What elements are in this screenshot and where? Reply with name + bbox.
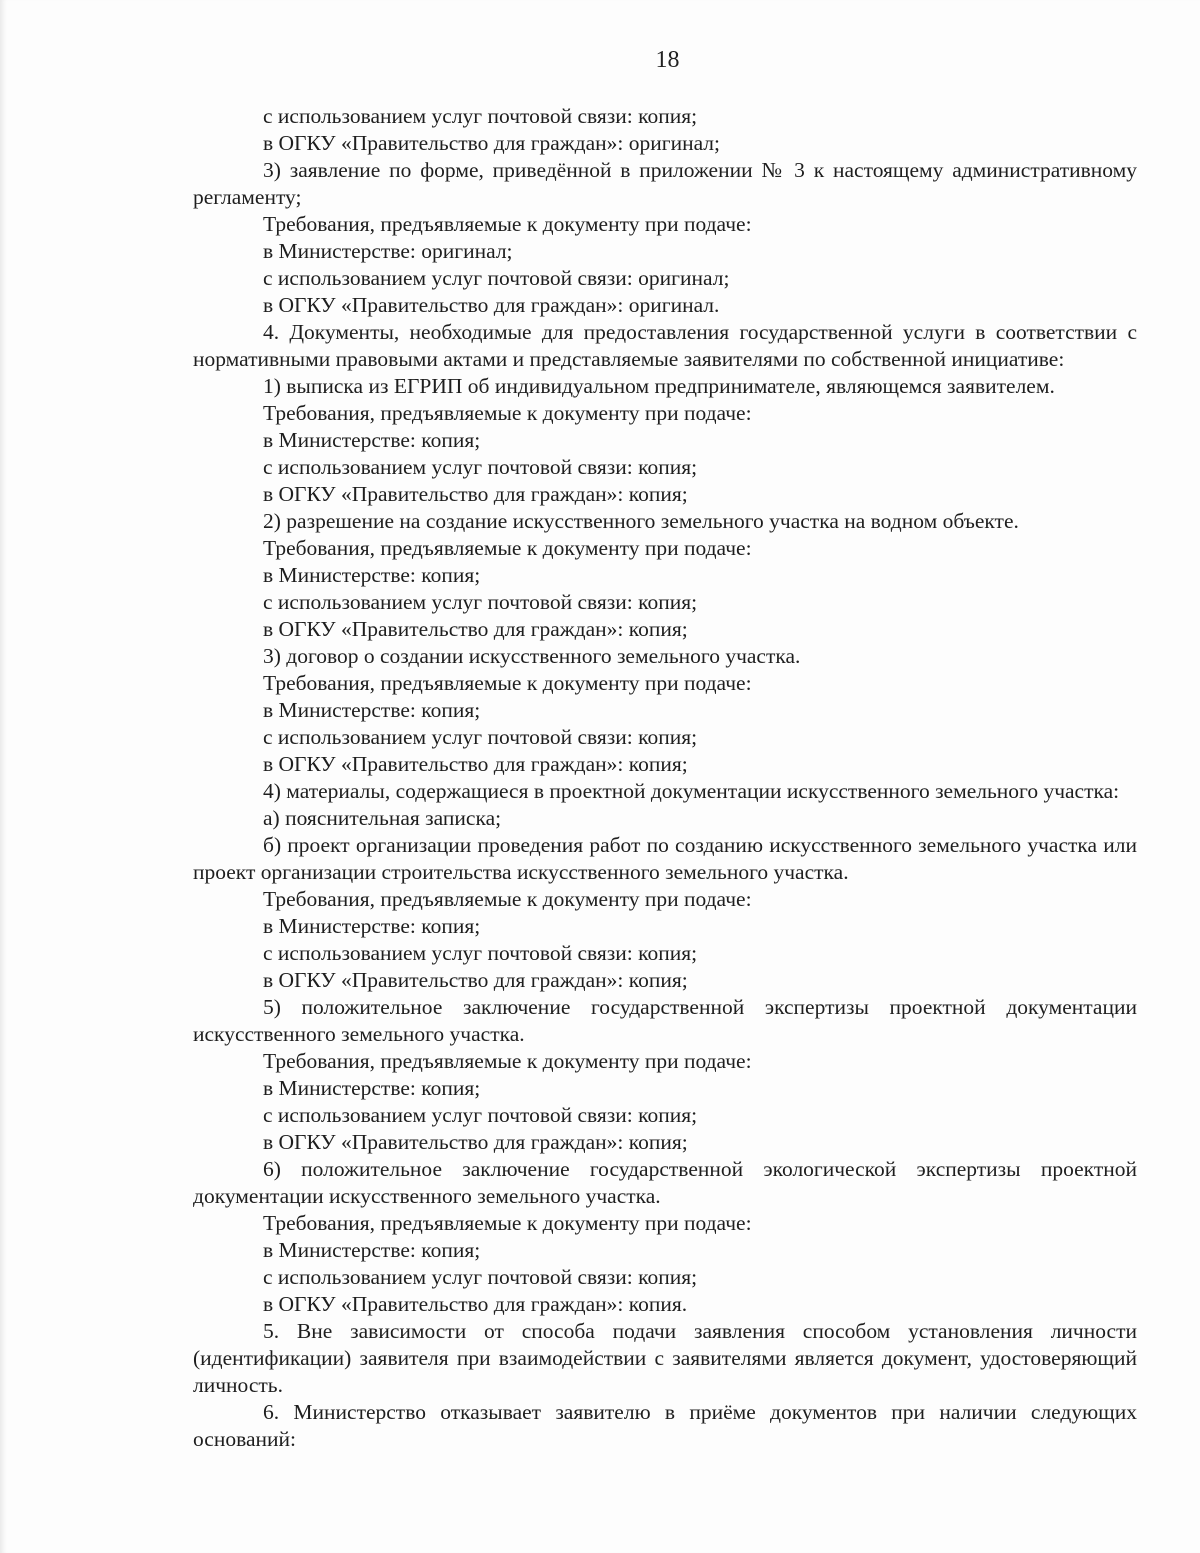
paragraph: в Министерстве: копия; <box>263 428 481 452</box>
paragraph: в ОГКУ «Правительство для граждан»: копия. <box>263 1292 688 1316</box>
paragraph: в Министерстве: копия; <box>263 563 481 587</box>
paragraph: 3) договор о создании искусственного земельного участка. <box>263 644 801 668</box>
paragraph: Требования, предъявляемые к документу при подаче: <box>263 536 752 560</box>
paragraph: 1) выписка из ЕГРИП об индивидуальном предпринимателе, являющемся заявителем. <box>263 374 1055 398</box>
page-number: 18 <box>655 47 680 73</box>
paragraph: в Министерстве: копия; <box>263 914 481 938</box>
paragraph: в Министерстве: оригинал; <box>263 239 513 263</box>
paragraph: с использованием услуг почтовой связи: копия; <box>263 941 698 965</box>
paragraph: Требования, предъявляемые к документу при подаче: <box>263 887 752 911</box>
paragraph: 5) положительное заключение государственной экспертизы проектной документации искусственного земельного участка. <box>193 995 1137 1046</box>
paragraph: Требования, предъявляемые к документу при подаче: <box>263 1211 752 1235</box>
paragraph: Требования, предъявляемые к документу при подаче: <box>263 671 752 695</box>
paragraph: с использованием услуг почтовой связи: копия; <box>263 725 698 749</box>
paragraph: в ОГКУ «Правительство для граждан»: копия; <box>263 1130 688 1154</box>
paragraph: с использованием услуг почтовой связи: копия; <box>263 1265 698 1289</box>
paragraph: 6) положительное заключение государственной экологической экспертизы проектной документации искусственного земельного участка. <box>193 1157 1137 1208</box>
paragraph: в ОГКУ «Правительство для граждан»: оригинал. <box>263 293 720 317</box>
paragraph: в ОГКУ «Правительство для граждан»: копия; <box>263 752 688 776</box>
paragraph: 2) разрешение на создание искусственного земельного участка на водном объекте. <box>263 509 1019 533</box>
paragraph: с использованием услуг почтовой связи: копия; <box>263 590 698 614</box>
paragraph: б) проект организации проведения работ по созданию искусственного земельного участка или проект организации строительства искусственного земельного участка. <box>193 833 1137 884</box>
paragraph: в ОГКУ «Правительство для граждан»: оригинал; <box>263 131 721 155</box>
paragraph: 3) заявление по форме, приведённой в приложении № 3 к настоящему административному регламенту; <box>193 158 1137 209</box>
paragraph: 4. Документы, необходимые для предоставления государственной услуги в соответствии с нормативными правовыми актами и представляемые заявителями по собственной инициативе: <box>193 320 1137 371</box>
paragraph: в Министерстве: копия; <box>263 1238 481 1262</box>
paragraph: а) пояснительная записка; <box>263 806 502 830</box>
paragraph: Требования, предъявляемые к документу при подаче: <box>263 401 752 425</box>
paragraph: в Министерстве: копия; <box>263 1076 481 1100</box>
paragraph: в ОГКУ «Правительство для граждан»: копия; <box>263 617 688 641</box>
paragraph: 5. Вне зависимости от способа подачи заявления способом установления личности (идентификации) заявителя при взаимодействии с заявителями является документ, удостоверяющий личность. <box>193 1319 1137 1397</box>
paragraph: с использованием услуг почтовой связи: копия; <box>263 455 698 479</box>
paragraph: с использованием услуг почтовой связи: копия; <box>263 1103 698 1127</box>
paragraph: 6. Министерство отказывает заявителю в приёме документов при наличии следующих оснований: <box>193 1400 1137 1451</box>
paragraph: в ОГКУ «Правительство для граждан»: копия; <box>263 968 688 992</box>
paragraph: Требования, предъявляемые к документу при подаче: <box>263 212 752 236</box>
paragraph: с использованием услуг почтовой связи: оригинал; <box>263 266 730 290</box>
paragraph: в ОГКУ «Правительство для граждан»: копия; <box>263 482 688 506</box>
paragraph: в Министерстве: копия; <box>263 698 481 722</box>
paragraph: 4) материалы, содержащиеся в проектной документации искусственного земельного участка: <box>263 779 1120 803</box>
document-body <box>193 103 1137 1453</box>
paragraph: Требования, предъявляемые к документу при подаче: <box>263 1049 752 1073</box>
paragraph: с использованием услуг почтовой связи: копия; <box>263 104 698 128</box>
